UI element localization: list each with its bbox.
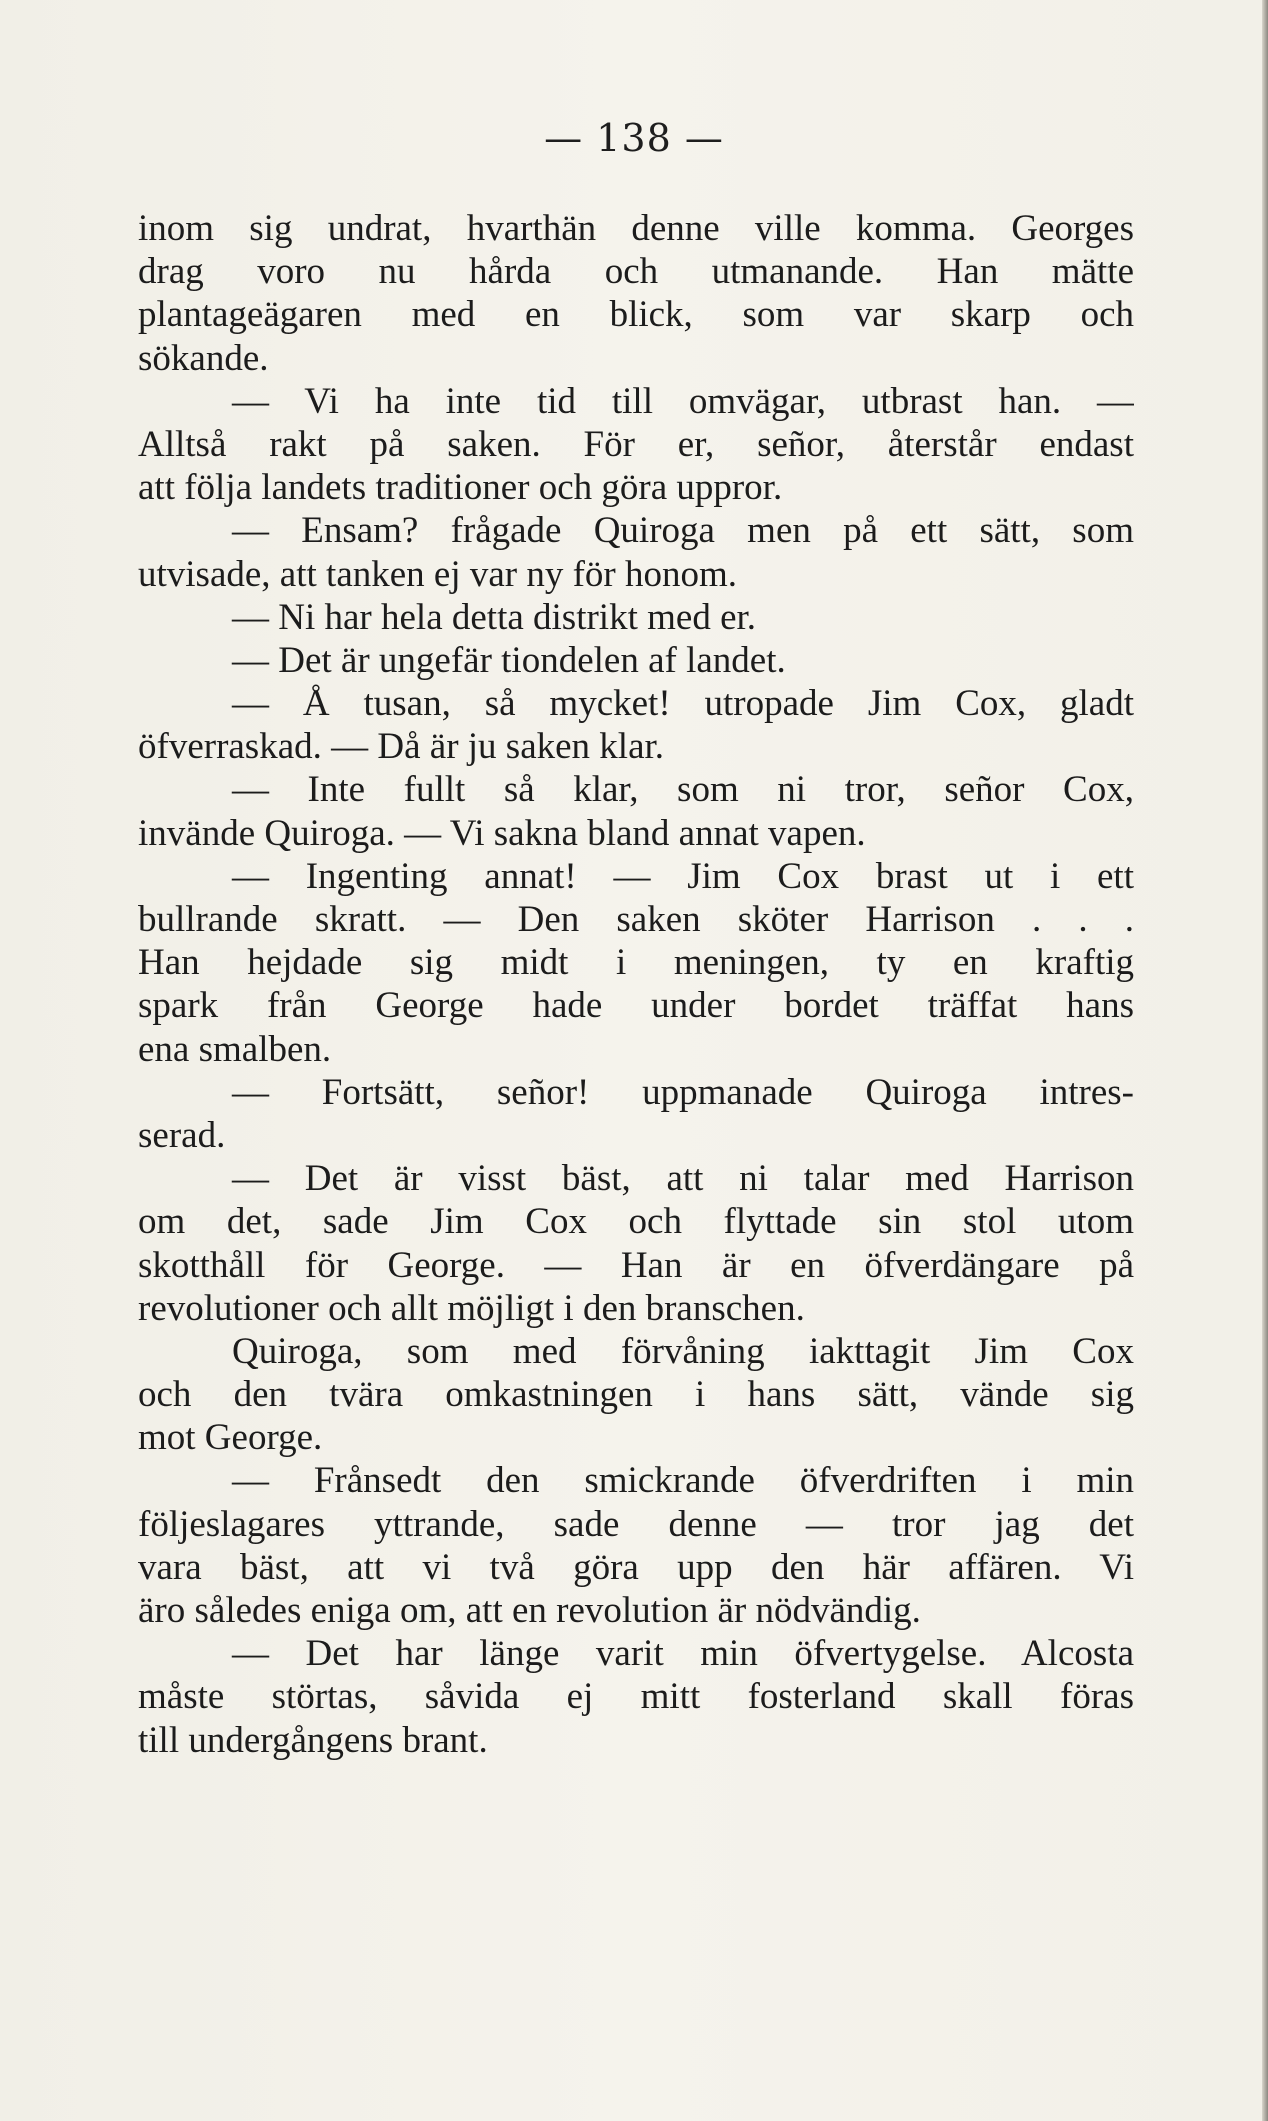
text-line: — Det är visst bäst, att ni talar med Harrison — [232, 1158, 1134, 1200]
text-line: invände Quiroga. — Vi sakna bland annat vapen. — [138, 812, 866, 854]
text-line: Alltså rakt på saken. För er, señor, återstår endast — [138, 423, 1134, 465]
text-line: spark från George hade under bordet träffat hans — [138, 985, 1134, 1027]
text-line: och den tvära omkastningen i hans sätt, vände sig — [138, 1374, 1134, 1416]
text-line: inom sig undrat, hvarthän denne ville komma. Georges — [138, 208, 1134, 249]
text-line: — Vi ha inte tid till omvägar, utbrast han. — — [232, 380, 1134, 422]
text-line: att följa landets traditioner och göra uppror. — [138, 467, 783, 509]
text-line: plantageägaren med en blick, som var skarp och — [138, 294, 1134, 336]
text-line: bullrande skratt. — Den saken sköter Harrison . . . — [138, 899, 1134, 940]
text-line: — Fortsätt, señor! uppmanade Quiroga intres- — [232, 1071, 1134, 1113]
text-line: — Inte fullt så klar, som ni tror, señor Cox, — [232, 769, 1134, 811]
page-number: — 138 — — [544, 116, 724, 160]
text-line: Han hejdade sig midt i meningen, ty en kraftig — [138, 942, 1134, 984]
text-line: sökande. — [138, 337, 269, 379]
text-line: öfverraskad. — Då är ju saken klar. — [138, 726, 665, 768]
text-line: måste störtas, såvida ej mitt fosterland skall föras — [138, 1676, 1134, 1718]
text-line: revolutioner och allt möjligt i den branschen. — [138, 1287, 805, 1329]
text-line: — Det är ungefär tiondelen af landet. — [232, 639, 786, 681]
text-line: — Å tusan, så mycket! utropade Jim Cox, gladt — [232, 683, 1134, 725]
text-line: skotthåll för George. — Han är en öfverdängare på — [138, 1244, 1134, 1286]
text-line: — Ni har hela detta distrikt med er. — [232, 596, 757, 638]
page-edge-shadow — [1262, 0, 1268, 2121]
text-line: mot George. — [138, 1417, 323, 1459]
text-line: serad. — [138, 1114, 226, 1156]
text-line: utvisade, att tanken ej var ny för honom. — [138, 553, 738, 595]
text-line: drag voro nu hårda och utmanande. Han mätte — [138, 251, 1134, 293]
text-line: ena smalben. — [138, 1028, 332, 1070]
text-line: — Ensam? frågade Quiroga men på ett sätt, som — [232, 510, 1134, 552]
text-line: vara bäst, att vi två göra upp den här affären. Vi — [138, 1546, 1134, 1588]
text-line: Quiroga, som med förvåning iakttagit Jim Cox — [232, 1330, 1134, 1372]
text-line: om det, sade Jim Cox och flyttade sin stol utom — [138, 1201, 1134, 1243]
text-line: till undergångens brant. — [138, 1719, 488, 1761]
text-line: äro således eniga om, att en revolution är nödvändig. — [138, 1590, 921, 1631]
text-line: följeslagares yttrande, sade denne — tror jag det — [138, 1503, 1134, 1545]
body-text — [138, 207, 1134, 1762]
text-line: — Frånsedt den smickrande öfverdriften i min — [232, 1460, 1134, 1502]
text-line: — Ingenting annat! — Jim Cox brast ut i ett — [232, 855, 1134, 897]
text-line: — Det har länge varit min öfvertygelse. Alcosta — [232, 1633, 1134, 1675]
